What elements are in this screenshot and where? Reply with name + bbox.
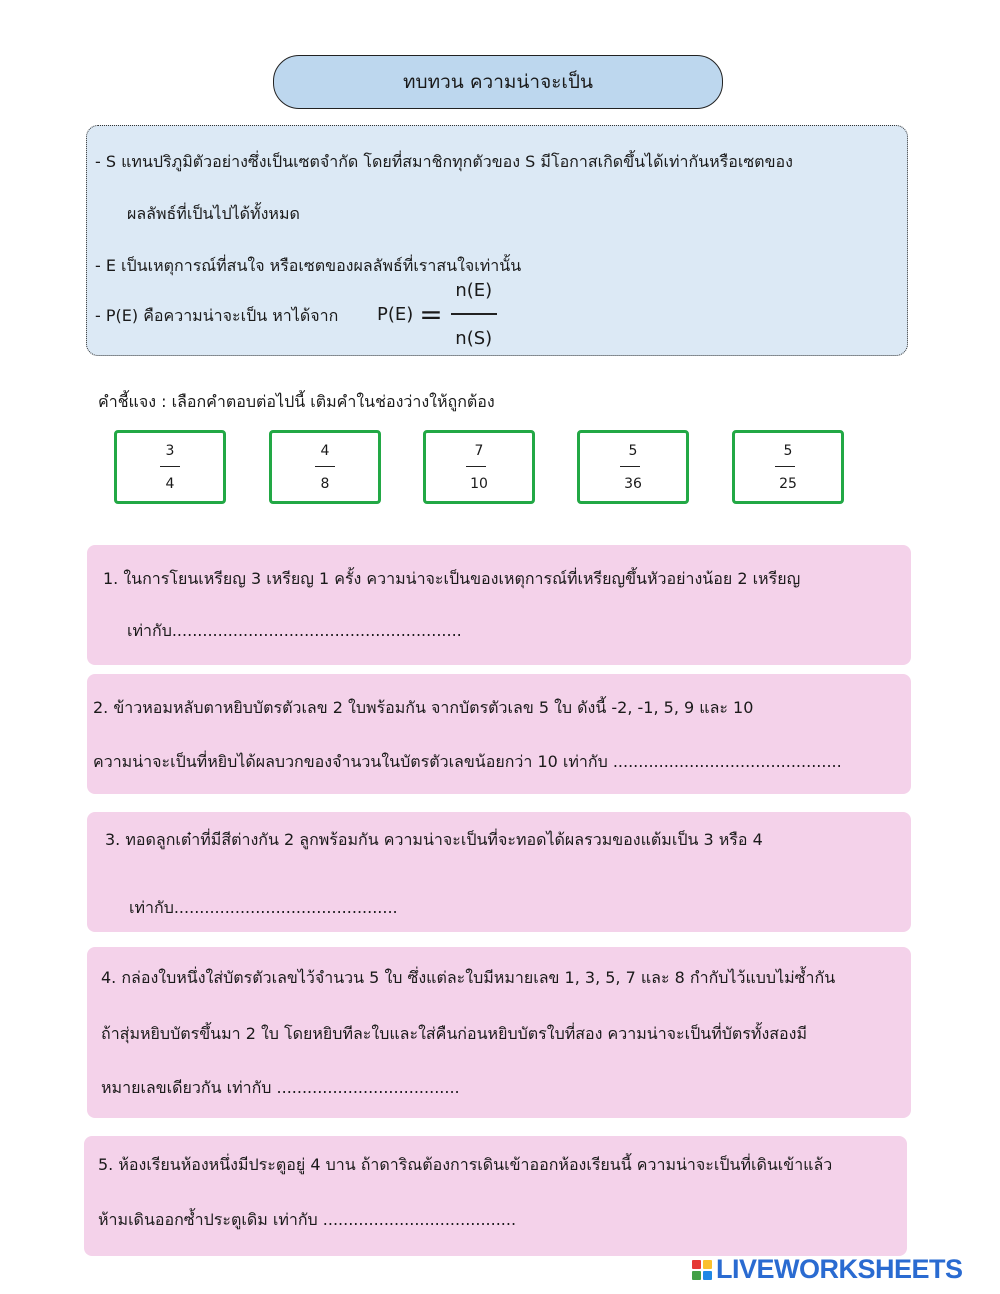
choice-numerator: 7 — [474, 442, 484, 459]
question-1-text: 1. ในการโยนเหรียญ 3 เหรียญ 1 ครั้ง ความน่าจะเป็นของเหตุการณ์ที่เหรียญขึ้นหัวอย่างน้อย 2 เหรียญ — [103, 569, 801, 588]
question-1 — [87, 545, 911, 665]
choice-fraction-3 — [466, 444, 492, 491]
choice-numerator: 5 — [783, 442, 793, 459]
probability-formula — [377, 282, 497, 348]
choice-fraction-1 — [160, 444, 180, 491]
choice-fraction-5 — [775, 444, 801, 491]
question-5-answer-blank[interactable]: ห้ามเดินออกซ้ำประตูเดิม เท่ากับ ...................................... — [98, 1210, 517, 1229]
definition-sample-space-cont: ผลลัพธ์ที่เป็นไปได้ทั้งหมด — [127, 204, 300, 223]
liveworksheets-logo-text: LIVEWORKSHEETS — [716, 1254, 963, 1284]
question-4-text: 4. กล่องใบหนึ่งใส่บัตรตัวเลขไว้จำนวน 5 ใบ ซึ่งแต่ละใบมีหมายเลข 1, 3, 5, 7 และ 8 กำกับไว้แบบไม่ซ้ำกัน — [101, 968, 836, 987]
question-3 — [87, 812, 911, 932]
question-4-text-cont: ถ้าสุ่มหยิบบัตรขึ้นมา 2 ใบ โดยหยิบทีละใบและใส่คืนก่อนหยิบบัตรใบที่สอง ความน่าจะเป็นที่บัตรทั้งสองมี — [101, 1024, 807, 1043]
formula-equals: = — [419, 297, 443, 331]
choice-numerator: 5 — [628, 442, 638, 459]
instruction-text: คำชี้แจง : เลือกคำตอบต่อไปนี้ เติมคำในช่องว่างให้ถูกต้อง — [98, 392, 495, 411]
choice-fraction-4 — [620, 444, 646, 491]
choice-card-4[interactable] — [577, 430, 689, 504]
choice-fraction-2 — [315, 444, 335, 491]
question-3-text: 3. ทอดลูกเต๋าที่มีสีต่างกัน 2 ลูกพร้อมกัน ความน่าจะเป็นที่จะทอดได้ผลรวมของแต้มเป็น 3 หรือ 4 — [105, 830, 763, 849]
choice-denominator: 10 — [470, 475, 488, 492]
choice-fraction-bar — [466, 466, 486, 467]
choice-card-5[interactable] — [732, 430, 844, 504]
definitions-box — [86, 125, 908, 356]
liveworksheets-logo — [692, 1254, 963, 1285]
question-1-answer-blank[interactable]: เท่ากับ......................................................... — [127, 621, 462, 640]
choice-denominator: 4 — [165, 475, 175, 492]
choice-fraction-bar — [620, 466, 640, 467]
choice-numerator: 3 — [165, 442, 175, 459]
question-2-answer-blank[interactable]: ความน่าจะเป็นที่หยิบได้ผลบวกของจำนวนในบัตรตัวเลขน้อยกว่า 10 เท่ากับ ............................................. — [93, 752, 842, 771]
choice-denominator: 25 — [779, 475, 797, 492]
choice-card-1[interactable] — [114, 430, 226, 504]
question-4-answer-blank[interactable]: หมายเลขเดียวกัน เท่ากับ .................................... — [101, 1078, 460, 1097]
choice-denominator: 36 — [624, 475, 642, 492]
question-3-answer-blank[interactable]: เท่ากับ............................................ — [129, 898, 398, 917]
choice-card-3[interactable] — [423, 430, 535, 504]
liveworksheets-logo-icon — [692, 1260, 712, 1280]
choice-fraction-bar — [160, 466, 180, 467]
choice-fraction-bar — [775, 466, 795, 467]
question-4 — [87, 947, 911, 1118]
formula-denominator: n(S) — [455, 327, 493, 349]
worksheet-title-text: ทบทวน ความน่าจะเป็น — [403, 71, 593, 93]
definition-sample-space: - S แทนปริภูมิตัวอย่างซึ่งเป็นเซตจำกัด โดยที่สมาชิกทุกตัวของ S มีโอกาสเกิดขึ้นได้เท่ากันหรือเซตของ — [95, 152, 793, 171]
formula-fraction — [451, 282, 497, 348]
question-5-text: 5. ห้องเรียนห้องหนึ่งมีประตูอยู่ 4 บาน ถ้าดาริณต้องการเดินเข้าออกห้องเรียนนี้ ความน่าจะเป็นที่เดินเข้าแล้ว — [98, 1155, 833, 1174]
question-2 — [87, 674, 911, 794]
worksheet-title — [273, 55, 723, 109]
choice-denominator: 8 — [320, 475, 330, 492]
formula-lhs: P(E) — [377, 304, 414, 326]
question-2-text: 2. ข้าวหอมหลับตาหยิบบัตรตัวเลข 2 ใบพร้อมกัน จากบัตรตัวเลข 5 ใบ ดังนี้ -2, -1, 5, 9 และ 10 — [93, 698, 754, 717]
definition-event: - E เป็นเหตุการณ์ที่สนใจ หรือเซตของผลลัพธ์ที่เราสนใจเท่านั้น — [95, 256, 522, 275]
definition-probability: - P(E) คือความน่าจะเป็น หาได้จาก — [95, 306, 339, 325]
choice-fraction-bar — [315, 466, 335, 467]
choice-card-2[interactable] — [269, 430, 381, 504]
formula-fraction-bar — [451, 313, 497, 315]
question-5 — [84, 1136, 907, 1256]
choice-numerator: 4 — [320, 442, 330, 459]
formula-numerator: n(E) — [455, 280, 493, 301]
